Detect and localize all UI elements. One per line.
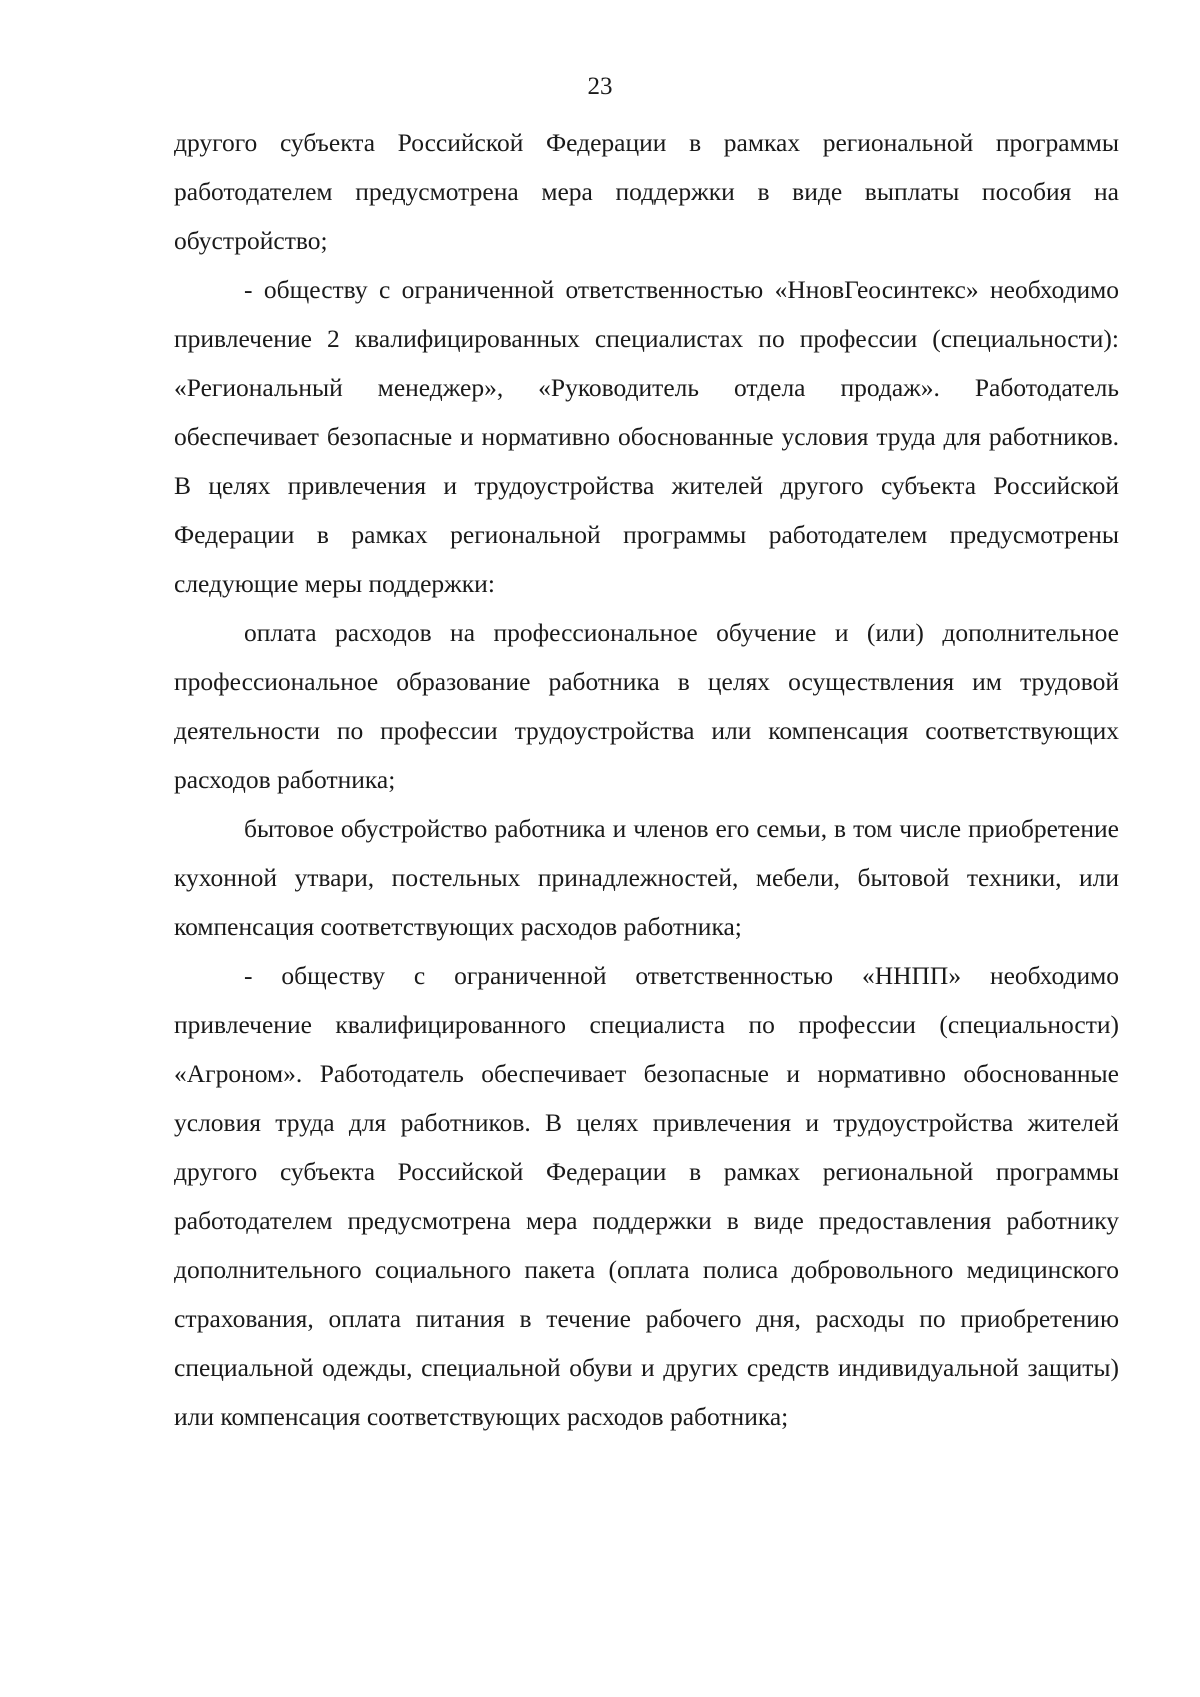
page-number: 23 bbox=[587, 73, 613, 100]
paragraph-1: другого субъекта Российской Федерации в рамках региональной программы работодателем предусмотрена мера поддержки в виде выплаты пособия на обустройство; bbox=[174, 128, 1119, 255]
paragraph-5: - обществу с ограниченной ответственностью «ННПП» необходимо привлечение квалифицированного специалиста по профессии (специальности) «Агроном». Работодатель обеспечивает безопасные и нормативно обоснованные условия труда для работников. В целях привлечения и трудоустройства жителей другого субъекта Российской Федерации в рамках региональной программы работодателем предусмотрена мера поддержки в виде предоставления работнику дополнительного социального пакета (оплата полиса добровольного медицинского страхования, оплата питания в течение рабочего дня, расходы по приобретению специальной одежды, специальной обуви и других средств индивидуальной защиты) или компенсация соответствующих расходов работника; bbox=[174, 961, 1119, 1431]
paragraph-4: бытовое обустройство работника и членов его семьи, в том числе приобретение кухонной утвари, постельных принадлежностей, мебели, бытовой техники, или компенсация соответствующих расходов работника; bbox=[174, 814, 1119, 941]
paragraph-3: оплата расходов на профессиональное обучение и (или) дополнительное профессиональное образование работника в целях осуществления им трудовой деятельности по профессии трудоустройства или компенсация соответствующих расходов работника; bbox=[174, 618, 1119, 794]
document-body bbox=[174, 118, 1119, 1441]
paragraph-2: - обществу с ограниченной ответственностью «НновГеосинтекс» необходимо привлечение 2 квалифицированных специалистах по профессии (специальности): «Региональный менеджер», «Руководитель отдела продаж». Работодатель обеспечивает безопасные и нормативно обоснованные условия труда для работников. В целях привлечения и трудоустройства жителей другого субъекта Российской Федерации в рамках региональной программы работодателем предусмотрены следующие меры поддержки: bbox=[174, 275, 1119, 598]
